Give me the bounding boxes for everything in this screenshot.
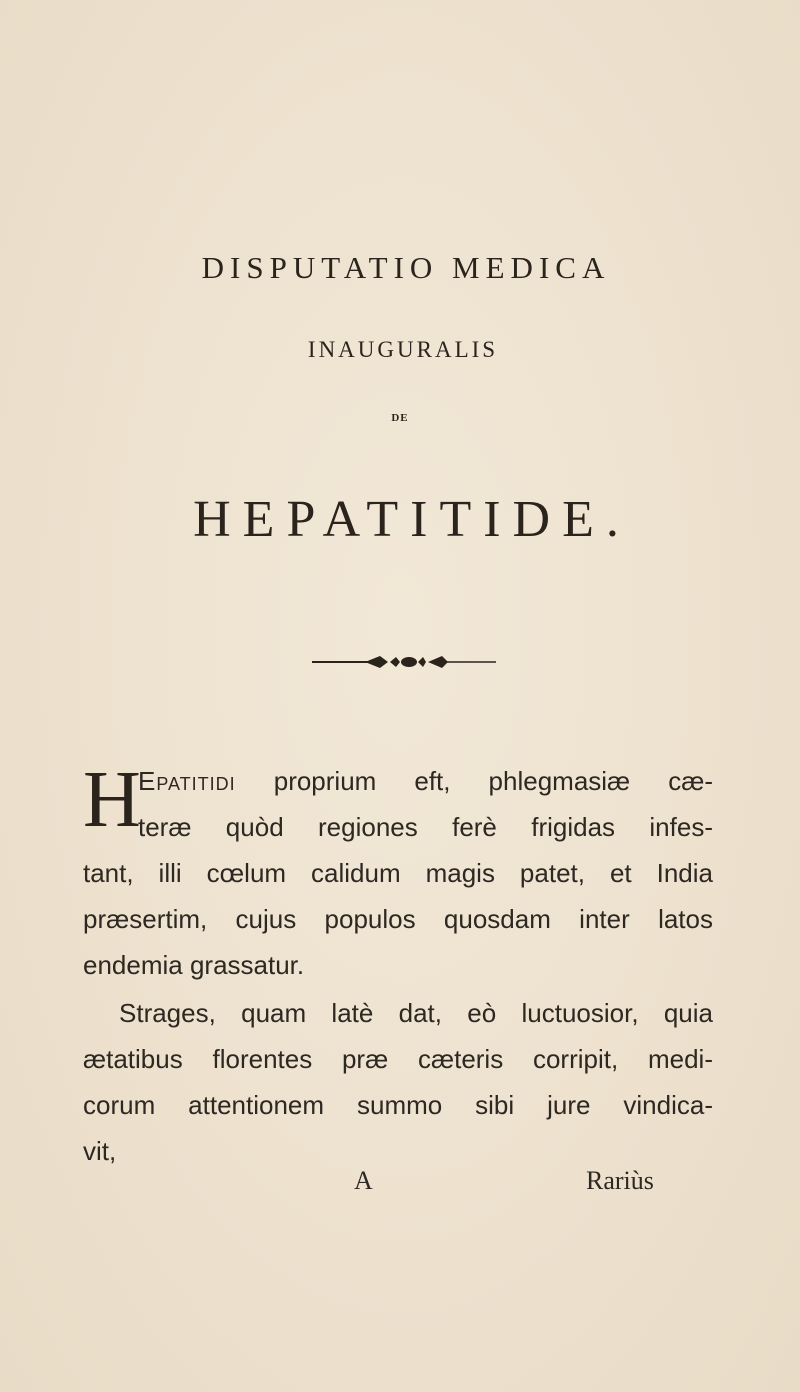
paragraph-line-2: teræ quòd regiones ferè frigidas infes- (138, 812, 713, 842)
title-de: DE (391, 412, 409, 424)
title-disputatio-medica: DISPUTATIO MEDICA (201, 250, 611, 285)
paragraph-line-5: endemia grassatur. (83, 950, 305, 980)
signature-mark: A (354, 1166, 373, 1195)
paragraph-line-3: tant, illi cœlum calidum magis patet, et India (83, 858, 713, 888)
line1-rest: proprium eft, phlegmasiæ cæ- (235, 766, 713, 796)
paragraph-line-9: vit, (83, 1136, 117, 1166)
title-inauguralis: INAUGURALIS (307, 337, 499, 362)
paragraph-line-7: ætatibus florentes præ cæteris corripit, medi- (83, 1044, 713, 1074)
ornament-divider-icon (310, 650, 500, 674)
title-hepatitide: HEPATITIDE. (193, 491, 631, 548)
paragraph-line-1 (138, 766, 713, 797)
drop-cap: H (83, 756, 141, 844)
paragraph-line-8: corum attentionem summo sibi jure vindica- (83, 1090, 713, 1120)
smallcaps-word: Epatitidi (138, 766, 236, 796)
catchword: Rariùs (586, 1166, 654, 1195)
paragraph-line-4: præsertim, cujus populos quosdam inter latos (83, 904, 713, 934)
paragraph-line-6: Strages, quam latè dat, eò luctuosior, quia (119, 998, 713, 1028)
